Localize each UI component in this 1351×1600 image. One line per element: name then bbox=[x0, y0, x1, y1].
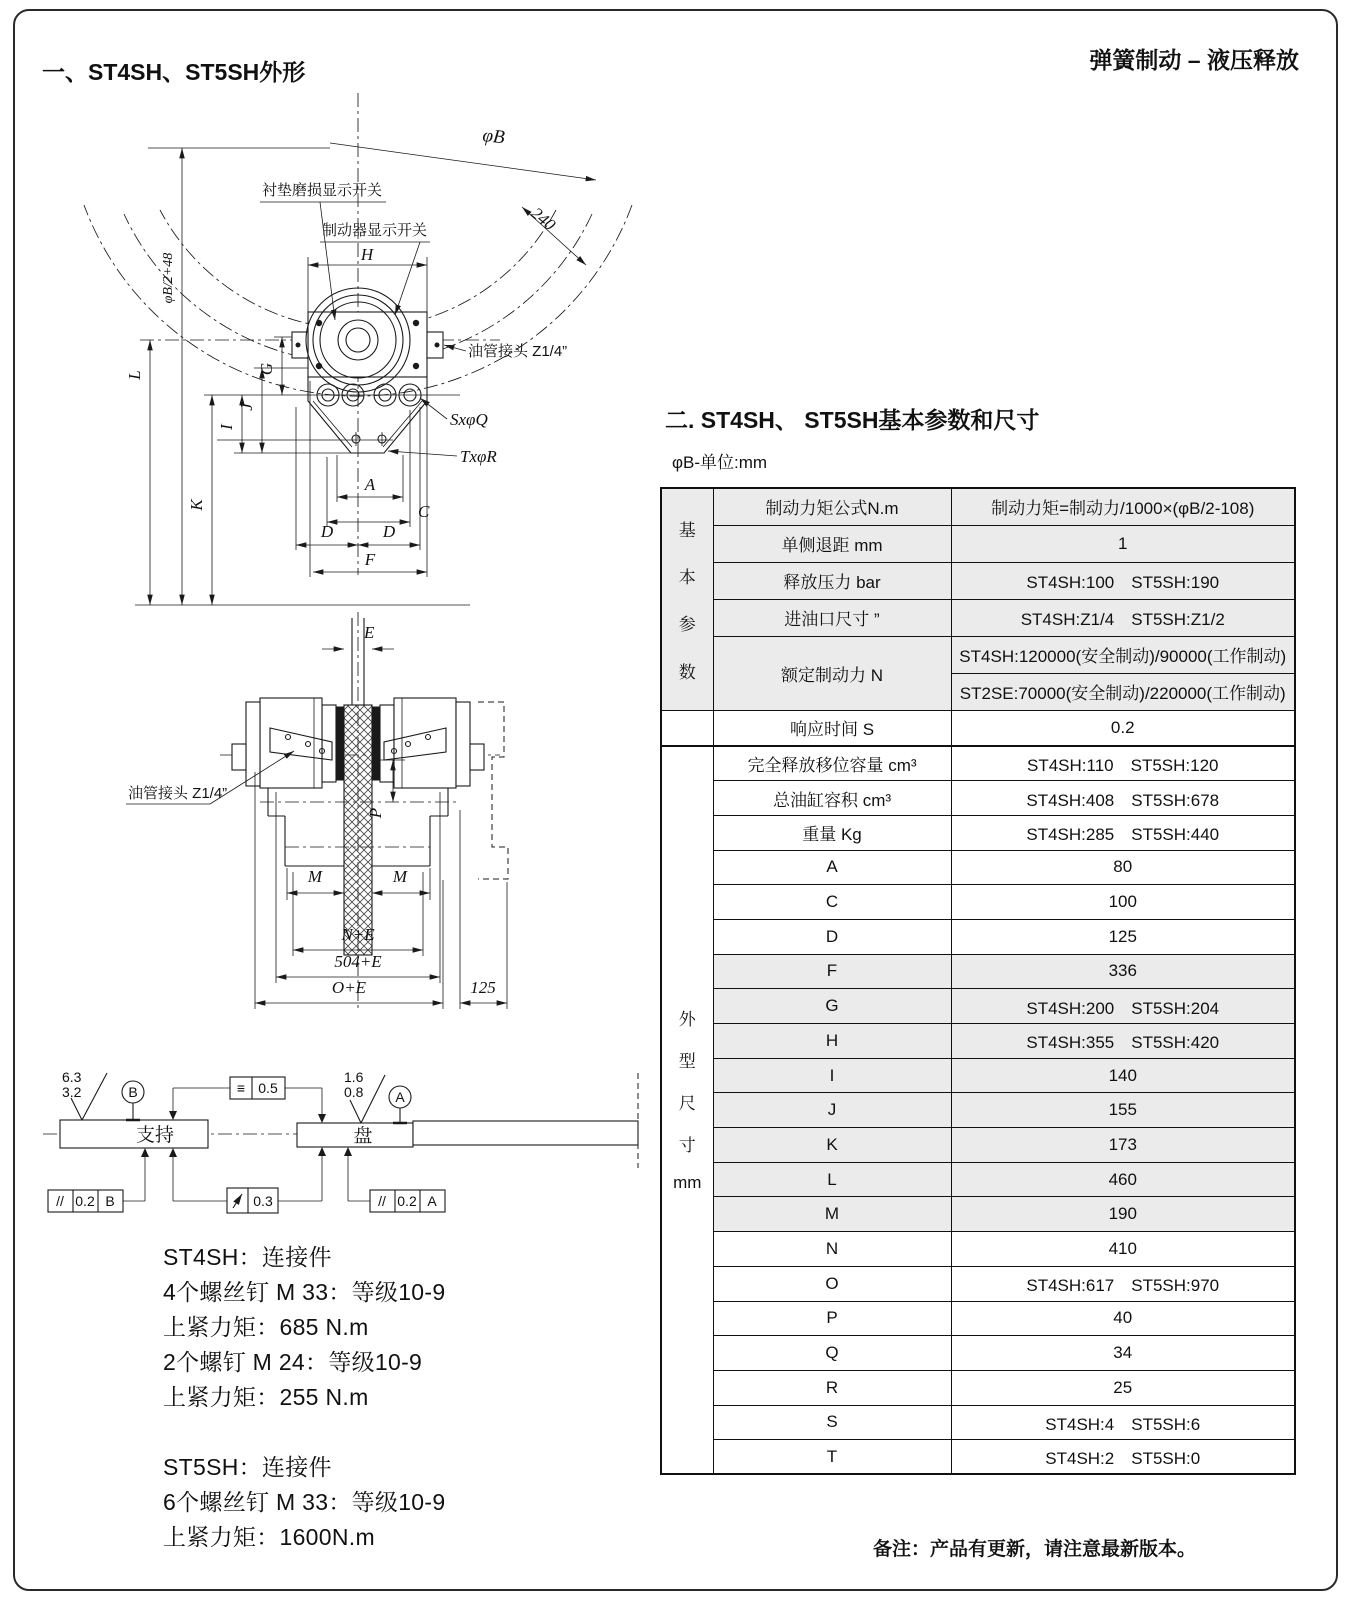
value-cell: ST4SH:285 ST5SH:440 bbox=[951, 815, 1295, 850]
value-cell: 1 bbox=[951, 525, 1295, 562]
dim-label-c: C bbox=[418, 502, 430, 521]
runout-frame bbox=[169, 1147, 326, 1213]
dim-label-e: E bbox=[364, 623, 375, 642]
param-cell: Q bbox=[713, 1336, 951, 1371]
parallel-icon: // bbox=[378, 1193, 386, 1209]
datum-letter: A bbox=[395, 1089, 405, 1105]
param-cell: H bbox=[713, 1024, 951, 1059]
phi-b-dimension bbox=[148, 125, 596, 180]
phantom-outline bbox=[478, 702, 508, 879]
value-cell: ST2SE:70000(安全制动)/220000(工作制动) bbox=[951, 673, 1295, 710]
dim-label-d2: D bbox=[382, 522, 396, 541]
table-row bbox=[661, 1232, 1295, 1267]
symmetry-icon: ≡ bbox=[236, 1080, 246, 1096]
shaft-bar bbox=[413, 1121, 638, 1145]
support-bar bbox=[60, 1120, 208, 1148]
table-row bbox=[661, 599, 1295, 636]
tolerance-value: 0.2 bbox=[75, 1193, 95, 1209]
note-line: ST4SH：连接件 bbox=[163, 1244, 332, 1270]
value-cell: ST4SH:408 ST5SH:678 bbox=[951, 781, 1295, 816]
symmetry-frame bbox=[169, 1077, 326, 1123]
value-cell: 173 bbox=[951, 1128, 1295, 1163]
param-cell: 响应时间 S bbox=[713, 710, 951, 746]
value-cell: 80 bbox=[951, 850, 1295, 885]
parallelism-frame-left bbox=[48, 1148, 149, 1212]
value-cell: 100 bbox=[951, 885, 1295, 920]
dim-label-504-e: 504+E bbox=[334, 952, 382, 971]
dim-label-f: F bbox=[364, 550, 376, 569]
s-phi-q-label: SxφQ bbox=[450, 410, 488, 429]
dim-label-k: K bbox=[187, 499, 206, 511]
param-cell: J bbox=[713, 1093, 951, 1128]
param-cell: A bbox=[713, 850, 951, 885]
note-line: 2个螺钉 M 24：等级10-9 bbox=[163, 1349, 423, 1375]
dim-label-h: H bbox=[360, 245, 374, 264]
param-cell: K bbox=[713, 1128, 951, 1163]
table-row bbox=[661, 1128, 1295, 1163]
header-title: 弹簧制动 – 液压释放 bbox=[1089, 47, 1299, 73]
param-cell: 总油缸容积 cm³ bbox=[713, 781, 951, 816]
table-row bbox=[661, 1405, 1295, 1440]
table-row bbox=[661, 488, 1295, 525]
oil-connector-label: 油管接头 Z1/4” bbox=[128, 785, 228, 802]
table-row bbox=[661, 1058, 1295, 1093]
tolerance-value: 0.3 bbox=[253, 1193, 273, 1209]
value-cell: ST4SH:4 ST5SH:6 bbox=[951, 1405, 1295, 1440]
note-line: ST5SH：连接件 bbox=[163, 1454, 332, 1480]
param-cell: L bbox=[713, 1162, 951, 1197]
param-cell: I bbox=[713, 1058, 951, 1093]
value-cell: ST4SH:Z1/4 ST5SH:Z1/2 bbox=[951, 599, 1295, 636]
note-line: 4个螺丝钉 M 33：等级10-9 bbox=[163, 1279, 446, 1305]
section2-title: 二. ST4SH、 ST5SH基本参数和尺寸 bbox=[665, 407, 1040, 433]
parallel-icon: // bbox=[56, 1193, 64, 1209]
h-dimension bbox=[308, 245, 427, 312]
value-cell: 34 bbox=[951, 1336, 1295, 1371]
table-row bbox=[661, 1301, 1295, 1336]
value-cell: 140 bbox=[951, 1058, 1295, 1093]
oil-connector-label: 油管接头 Z1/4” bbox=[468, 343, 568, 360]
small-holes bbox=[352, 432, 386, 446]
table-row bbox=[661, 1197, 1295, 1232]
value-cell: 40 bbox=[951, 1301, 1295, 1336]
front-view-drawing bbox=[30, 85, 670, 610]
hole-callouts bbox=[388, 398, 497, 466]
note-line: 上紧力矩：255 N.m bbox=[163, 1384, 369, 1410]
dim-label-p: P bbox=[366, 807, 385, 819]
param-cell: S bbox=[713, 1405, 951, 1440]
surface-finish-right bbox=[344, 1069, 385, 1123]
value-cell: ST4SH:120000(安全制动)/90000(工作制动) bbox=[951, 636, 1295, 673]
datum-ref: A bbox=[427, 1193, 437, 1209]
t-phi-r-label: TxφR bbox=[460, 447, 497, 466]
param-cell: 释放压力 bar bbox=[713, 562, 951, 599]
param-cell: 完全释放移位容量 cm³ bbox=[713, 746, 951, 781]
param-cell: M bbox=[713, 1197, 951, 1232]
st5sh-connector-notes bbox=[163, 1450, 445, 1555]
param-cell: 制动力矩公式N.m bbox=[713, 488, 951, 525]
table-row bbox=[661, 1093, 1295, 1128]
dim-label-m2: M bbox=[392, 867, 408, 886]
roughness-value: 6.3 bbox=[62, 1069, 82, 1085]
param-cell: C bbox=[713, 885, 951, 920]
value-cell: 155 bbox=[951, 1093, 1295, 1128]
param-cell: R bbox=[713, 1370, 951, 1405]
st4sh-connector-notes bbox=[163, 1240, 445, 1415]
table-row bbox=[661, 746, 1295, 781]
dim-label-phi-b-half: φB/2+48 bbox=[161, 252, 176, 304]
table-row bbox=[661, 525, 1295, 562]
dim-label-j: J bbox=[237, 403, 256, 411]
parallelism-frame-right bbox=[344, 1147, 445, 1212]
footer-note: 备注：产品有更新，请注意最新版本。 bbox=[873, 1539, 1197, 1560]
group-label-cell bbox=[661, 746, 713, 1474]
table-row bbox=[661, 954, 1295, 989]
datum-a bbox=[389, 1086, 411, 1123]
value-cell: 410 bbox=[951, 1232, 1295, 1267]
table-row bbox=[661, 1266, 1295, 1301]
value-cell: ST4SH:100 ST5SH:190 bbox=[951, 562, 1295, 599]
table-row bbox=[661, 850, 1295, 885]
param-cell: T bbox=[713, 1440, 951, 1475]
value-cell: 336 bbox=[951, 954, 1295, 989]
side-view-drawing bbox=[100, 610, 620, 1015]
table-row bbox=[661, 1440, 1295, 1475]
dim-label-phi-b: φB bbox=[481, 125, 506, 149]
param-cell: 单侧退距 mm bbox=[713, 525, 951, 562]
pad-wear-switch-label: 衬垫磨损显示开关 bbox=[262, 182, 383, 199]
tolerance-value: 0.2 bbox=[397, 1193, 417, 1209]
table-row bbox=[661, 636, 1295, 673]
dim-label-n-e: N+E bbox=[341, 925, 375, 944]
parameters-table bbox=[660, 487, 1296, 1475]
param-cell: F bbox=[713, 954, 951, 989]
table-row bbox=[661, 919, 1295, 954]
alignment-diagram bbox=[35, 1035, 650, 1220]
oil-connector-callout bbox=[444, 343, 567, 360]
table-unit-note: φB-单位:mm bbox=[672, 453, 768, 472]
table-row bbox=[661, 710, 1295, 746]
value-cell: 0.2 bbox=[951, 710, 1295, 746]
table-row bbox=[661, 1336, 1295, 1371]
table-row bbox=[661, 1024, 1295, 1059]
roughness-value: 1.6 bbox=[344, 1069, 364, 1085]
dim-label-l: L bbox=[125, 370, 144, 380]
datum-b bbox=[122, 1081, 144, 1120]
group-label-cell bbox=[661, 488, 713, 710]
note-line: 6个螺丝钉 M 33：等级10-9 bbox=[163, 1489, 446, 1515]
support-label: 支持 bbox=[135, 1125, 175, 1146]
param-cell: G bbox=[713, 989, 951, 1024]
roughness-value: 3.2 bbox=[62, 1084, 82, 1100]
arc-240-dimension bbox=[522, 204, 586, 265]
value-cell: ST4SH:200 ST5SH:204 bbox=[951, 989, 1295, 1024]
param-cell: 进油口尺寸 ” bbox=[713, 599, 951, 636]
group-label-stack: 基 本 参 数 bbox=[678, 520, 696, 682]
surface-finish-left bbox=[62, 1069, 107, 1120]
dim-label-m1: M bbox=[307, 867, 323, 886]
value-cell: ST4SH:617 ST5SH:970 bbox=[951, 1266, 1295, 1301]
value-cell: 125 bbox=[951, 919, 1295, 954]
datum-letter: B bbox=[128, 1084, 138, 1100]
dim-label-125: 125 bbox=[470, 978, 496, 997]
value-cell: 190 bbox=[951, 1197, 1295, 1232]
dim-label-g: G bbox=[257, 362, 276, 376]
value-cell: ST4SH:355 ST5SH:420 bbox=[951, 1024, 1295, 1059]
table-row bbox=[661, 989, 1295, 1024]
roughness-value: 0.8 bbox=[344, 1084, 364, 1100]
dim-label-i: I bbox=[217, 424, 236, 430]
table-row bbox=[661, 1162, 1295, 1197]
table-row bbox=[661, 781, 1295, 816]
table-row bbox=[661, 885, 1295, 920]
note-line: 上紧力矩：685 N.m bbox=[163, 1314, 369, 1340]
switch-callouts bbox=[260, 182, 430, 320]
value-cell: ST4SH:2 ST5SH:0 bbox=[951, 1440, 1295, 1475]
group-label-stack: 外 型 尺 寸 mm bbox=[673, 1009, 702, 1192]
dim-label-o-e: O+E bbox=[331, 978, 367, 997]
param-cell: P bbox=[713, 1301, 951, 1336]
tolerance-value: 0.5 bbox=[258, 1080, 278, 1096]
value-cell: 460 bbox=[951, 1162, 1295, 1197]
datum-ref: B bbox=[105, 1193, 115, 1209]
brake-switch-label: 制动器显示开关 bbox=[322, 222, 428, 239]
value-cell: ST4SH:110 ST5SH:120 bbox=[951, 746, 1295, 781]
param-cell: 重量 Kg bbox=[713, 815, 951, 850]
note-line: 上紧力矩：1600N.m bbox=[163, 1524, 375, 1550]
table-row bbox=[661, 1370, 1295, 1405]
param-cell: D bbox=[713, 919, 951, 954]
dim-label-240: 240 bbox=[527, 203, 560, 235]
disc-label: 盘 bbox=[353, 1126, 373, 1147]
param-cell: O bbox=[713, 1266, 951, 1301]
section1-title: 一、ST4SH、ST5SH外形 bbox=[42, 59, 306, 85]
param-cell: 额定制动力 N bbox=[713, 636, 951, 710]
bottom-dimension-chain bbox=[255, 772, 507, 1009]
group-label-cell bbox=[661, 710, 713, 746]
table-row bbox=[661, 562, 1295, 599]
table-row bbox=[661, 815, 1295, 850]
dim-label-a: A bbox=[364, 475, 376, 494]
value-cell: 制动力矩=制动力/1000×(φB/2-108) bbox=[951, 488, 1295, 525]
param-cell: N bbox=[713, 1232, 951, 1267]
value-cell: 25 bbox=[951, 1370, 1295, 1405]
dim-label-d1: D bbox=[320, 522, 334, 541]
